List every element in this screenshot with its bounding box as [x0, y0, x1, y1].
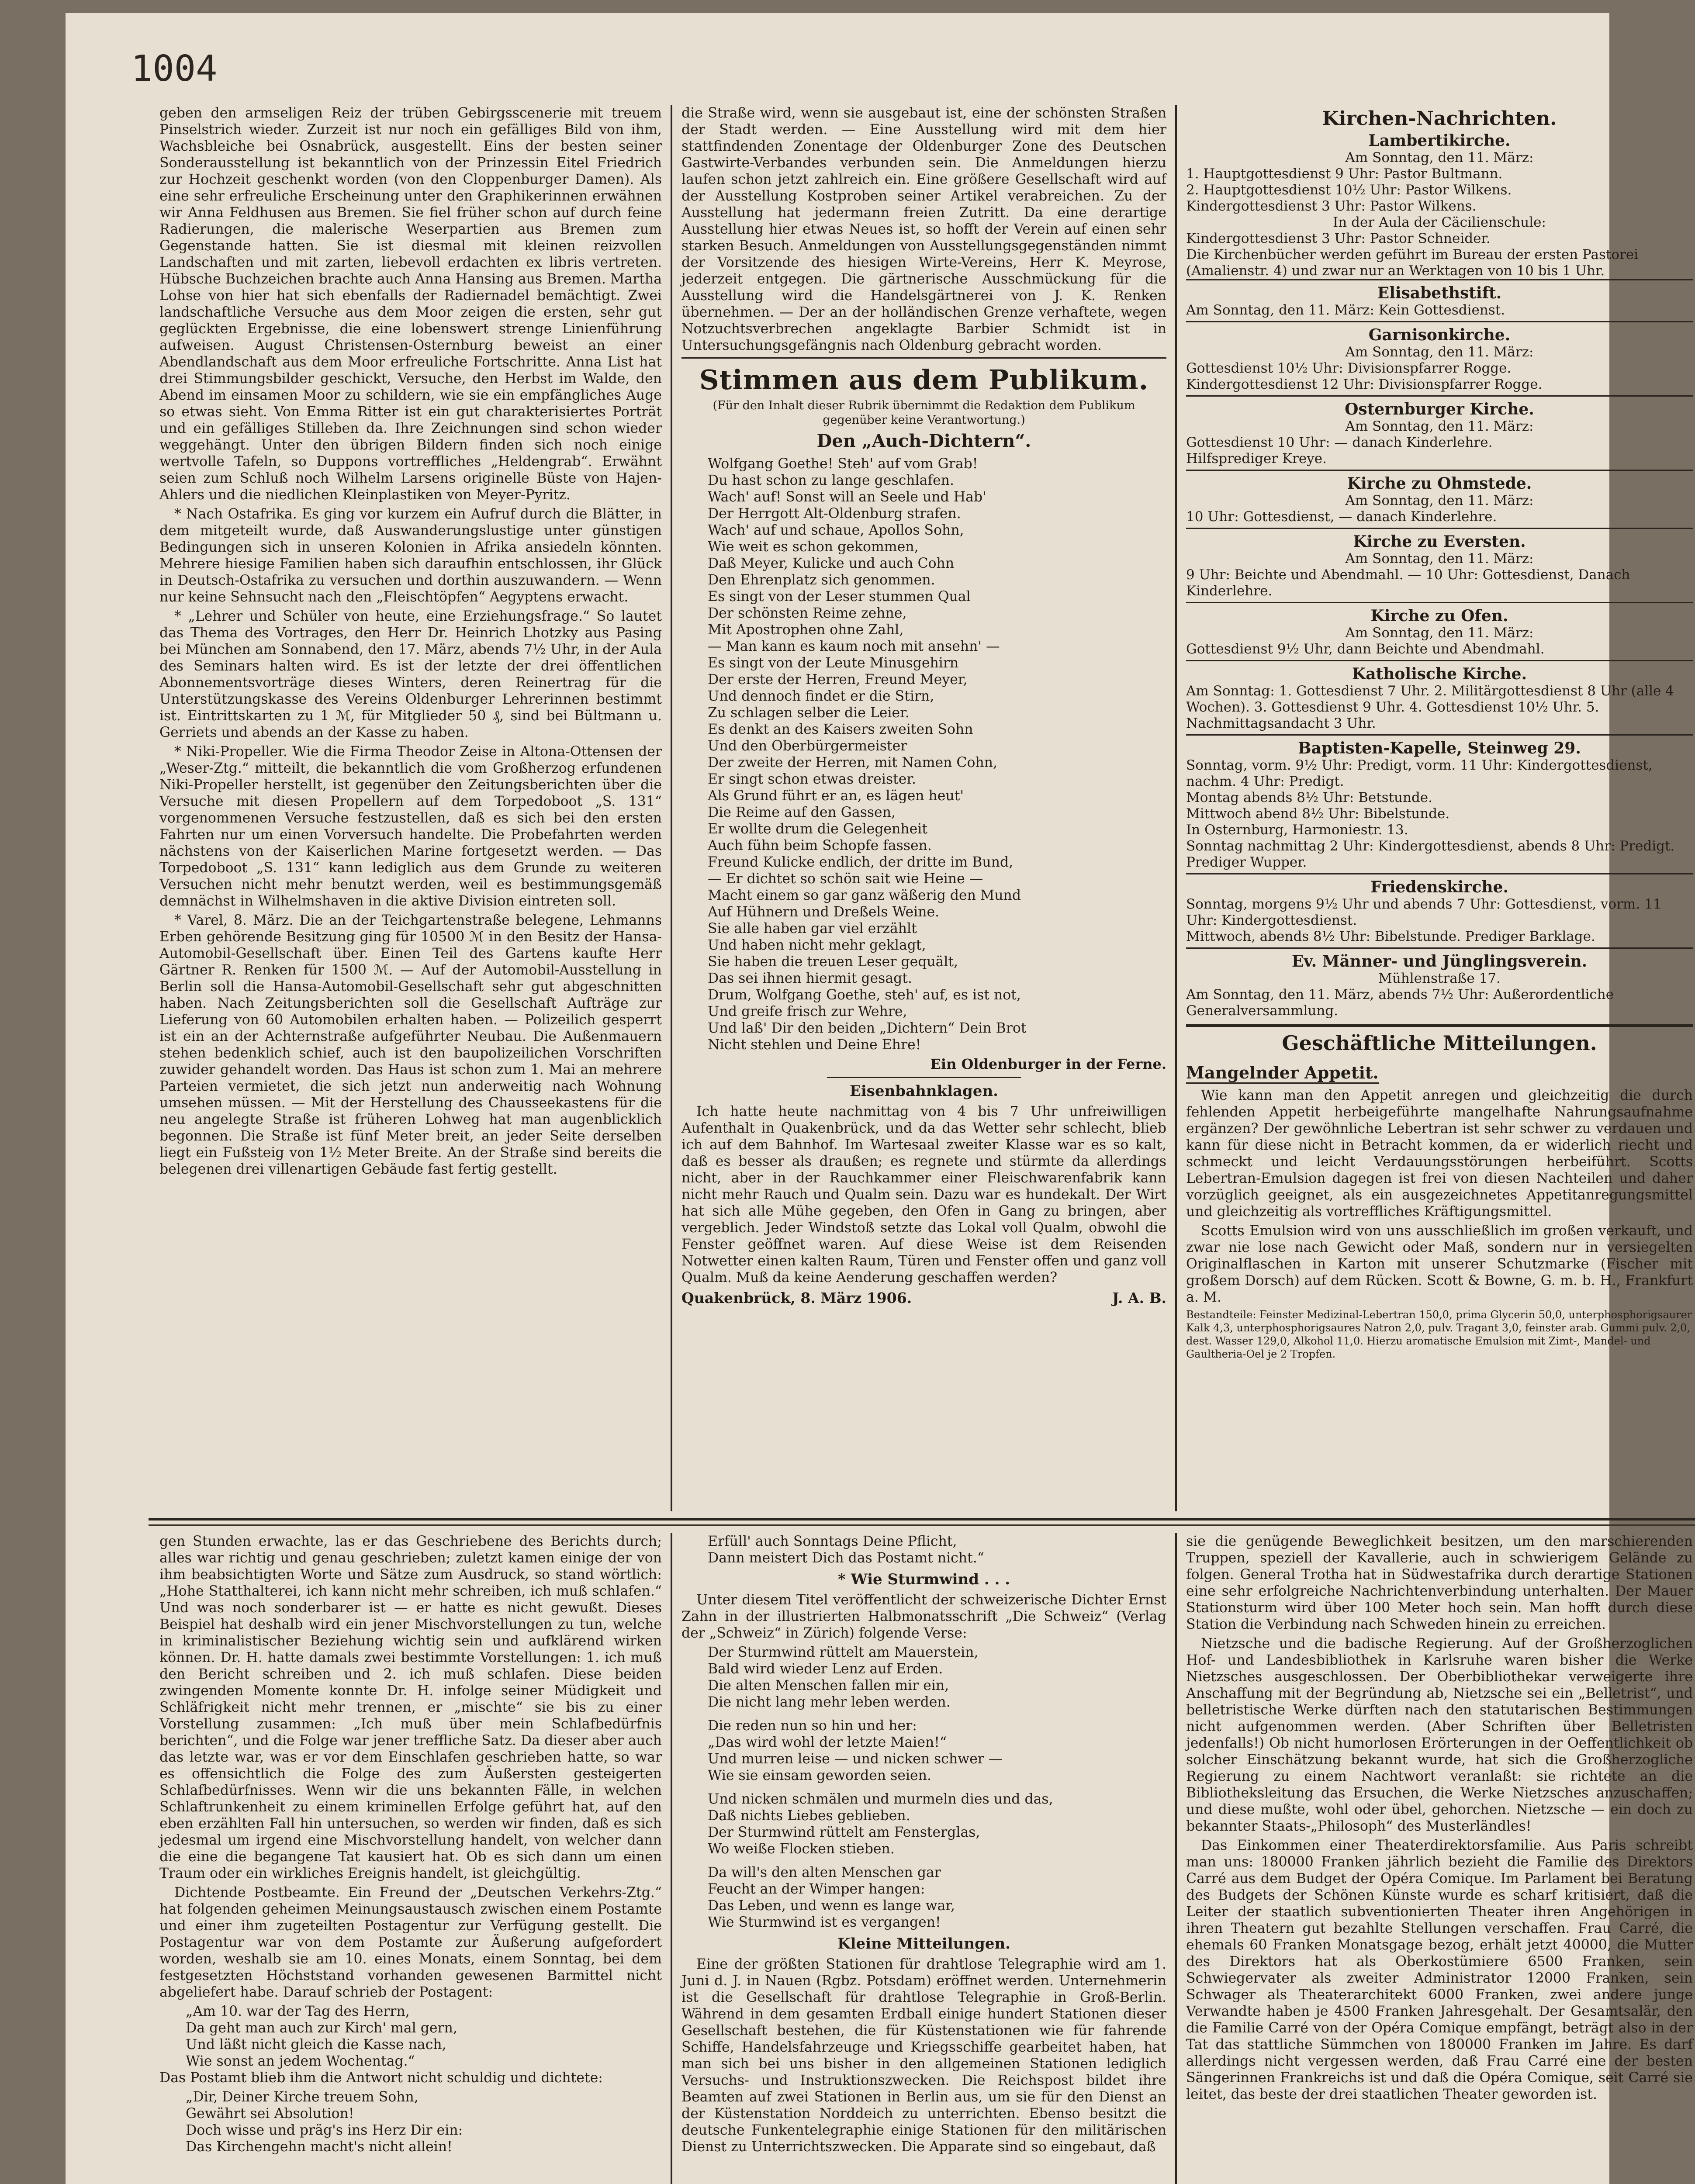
church-box [1186, 279, 1693, 321]
poem-line: Wach' auf! Sonst will an Seele und Hab' [708, 489, 986, 505]
church-line: Gottesdienst 9½ Uhr, dann Beichte und Abendmahl. [1186, 641, 1545, 657]
article-paragraph: Unter diesem Titel veröffentlicht der schweizerische Dichter Ernst Zahn in der illustrierten Halbmonatsschrift „Die Schweiz“ (Verlag der „Schweiz“ in Zürich) folgende Verse: [681, 1592, 1166, 1641]
column-1 [159, 105, 662, 1511]
poem-line: Wie Sturmwind ist es vergangen! [708, 1914, 941, 1930]
poem-line: Daß Meyer, Kulicke und auch Cohn [708, 556, 955, 571]
church-line: Am Sonntag, den 11. März: Kein Gottesdienst. [1186, 302, 1505, 318]
poem [708, 1644, 1166, 1931]
article-paragraph: * Nach Ostafrika. Es ging vor kurzem ein Aufruf durch die Blätter, in dem mitgeteilt wurde, daß Auswanderungslustige unter günstigen Bedingungen sich in unseren Kolonien in Afrika ansiedeln könnten. Mehrere hiesige Familien haben sich daraufhin entschlossen, ihr Glück in Deutsch-Ostafrika zu versuchen und dorthin auszuwandern. — Wenn nur keine Sehnsucht nach den „Fleischtöpfen“ Aegyptens erwacht. [159, 506, 662, 605]
poem-line: Daß nichts Liebes geblieben. [708, 1808, 910, 1824]
church-title: Baptisten-Kapelle, Steinweg 29. [1298, 739, 1581, 757]
article-paragraph: Das Postamt blieb ihm die Antwort nicht schuldig und dichtete: [159, 2070, 603, 2086]
poem-line: Drum, Wolfgang Goethe, steh' auf, es ist not, [708, 987, 1021, 1003]
church-box [1186, 528, 1693, 602]
poem-signature: Ein Oldenburger in der Ferne. [930, 1056, 1166, 1072]
column-rule-1 [671, 105, 672, 1511]
newspaper-page [66, 13, 1693, 2184]
church-line: Mühlenstraße 17. [1378, 971, 1501, 986]
poem-line: Der Herrgott Alt-Oldenburg strafen. [708, 506, 961, 522]
poem-line [708, 1784, 1166, 1791]
church-title: Elisabethstift. [1377, 284, 1502, 302]
verse-line: Erfüll' auch Sonntags Deine Pflicht, [708, 1534, 957, 1549]
church-line: Am Sonntag, den 11. März: [1345, 344, 1534, 360]
section-title-stimmen: Stimmen aus dem Publikum. [699, 364, 1149, 396]
verse-line: Doch wisse und präg's ins Herz Dir ein: [186, 2122, 463, 2138]
verse-line: Wie sonst an jedem Wochentag.“ [186, 2053, 415, 2069]
poem-line: Wolfgang Goethe! Steh' auf vom Grab! [708, 456, 978, 472]
church-line: Am Sonntag, den 11. März: [1345, 625, 1534, 641]
church-box [1186, 395, 1693, 470]
church-box [1186, 660, 1693, 734]
poem-line: Mit Apostrophen ohne Zahl, [708, 622, 904, 638]
poem-line: „Das wird wohl der letzte Maien!“ [708, 1735, 947, 1750]
article-title: * Wie Sturmwind . . . [837, 1571, 1010, 1588]
rule [1186, 1024, 1693, 1027]
church-title: Ev. Männer- und Jünglingsverein. [1291, 952, 1588, 971]
poem-line: Er wollte drum die Gelegenheit [708, 821, 928, 837]
poem-line: Und dennoch findet er die Stirn, [708, 688, 934, 704]
church-box [1186, 470, 1693, 528]
poem-line: Der zweite der Herren, mit Namen Cohn, [708, 755, 998, 771]
poem-line: Und laß' Dir den beiden „Dichtern“ Dein Brot [708, 1020, 1027, 1036]
poem-line: Und haben nicht mehr geklagt, [708, 937, 926, 953]
church-line: Montag abends 8½ Uhr: Betstunde. [1186, 790, 1433, 805]
poem-line: Der Sturmwind rüttelt am Mauerstein, [708, 1645, 979, 1660]
article-paragraph: Nietzsche und die badische Regierung. Auf der Großherzoglichen Hof- und Landesbibliothek in Karlsruhe waren bisher die Werke Nietzsches ausgeschlossen. Der Oberbibliothekar verweigerte ihre Anschaffung mit der Begründung ab, Nietzsche sei ein „Belletrist“, und belletristische Werke dürften nach den statutarischen Bestimmungen nicht aufgenommen werden. (Aber Schriften über Belletristen jedenfalls!) Ob nicht humorlosen Erörterungen in der Oeffentlichkeit ob solcher Einschätzung bekannt wurde, hat sich die Großherzogliche Regierung zu einem Nachtwort veranlaßt: sie richtete an die Bibliotheksleitung das Ersuchen, die Werke Nietzsches anzuschaffen; und diese mußte, wohl oder übel, gehorchen. Nietzsche — ein doch zu bekannter Staats-„Philosoph“ des Musterländles! [1186, 1636, 1693, 1834]
church-line: Kindergottesdienst 3 Uhr: Pastor Wilkens. [1186, 198, 1477, 214]
church-line: Am Sonntag, den 11. März: [1345, 150, 1534, 166]
verse-line: „Am 10. war der Tag des Herrn, [186, 2004, 410, 2019]
poem-line: Er singt schon etwas dreister. [708, 771, 917, 787]
church-line: Gottesdienst 10½ Uhr: Divisionspfarrer Rogge. [1186, 360, 1512, 376]
church-line: Gottesdienst 10 Uhr: — danach Kinderlehre. [1186, 435, 1493, 450]
column-rule-2 [1175, 105, 1177, 1511]
poem-line: — Er dichtet so schön sait wie Heine — [708, 871, 983, 887]
section-divider [149, 1518, 1695, 1521]
church-line: Die Kirchenbücher werden geführt im Bureau der ersten Pastorei (Amalienstr. 4) und zwar nur an Werktagen von 10 bis 1 Uhr. [1186, 247, 1639, 279]
church-line: Am Sonntag, den 11. März: [1345, 551, 1534, 567]
poem-line: Freund Kulicke endlich, der dritte im Bund, [708, 854, 1014, 870]
verse-line: Und läßt nicht gleich die Kasse nach, [186, 2037, 446, 2053]
poem-line: Der Sturmwind rüttelt am Fensterglas, [708, 1825, 980, 1840]
verse [186, 2089, 662, 2155]
church-box [1186, 873, 1693, 947]
poem-line: Die Reime auf den Gassen, [708, 805, 896, 820]
poem-line: Auf Hühnern und Dreßels Weine. [708, 904, 940, 920]
poem-line: Wach' auf und schaue, Apollos Sohn, [708, 522, 964, 538]
church-box [1186, 602, 1693, 660]
article-paragraph: gen Stunden erwachte, las er das Geschriebene des Berichts durch; alles war richtig und genau geschrieben; zuletzt kamen einige der von ihm beabsichtigten Worte und Sätze zum Ausdruck, so stand wörtlich: „Hohe Statthalterei, ich kann nicht mehr schreiben, ich muß schlafen.“ Und was noch sonderbarer ist — er hatte es nicht gewußt. Dieses Beispiel hat deshalb wird ein jener Mischvorstellungen zu tun, welche in kriminalistischer Beziehung wichtig sein und aufklärend wirken können. Dr. H. hatte damals zwei bestimmte Vorstellungen: 1. ich muß den Bericht schreiben und 2. ich muß schlafen. Diese beiden zwingenden Momente konnte Dr. H. infolge seiner Müdigkeit und Schläfrigkeit nicht mehr trennen, er „mischte“ sie bis zu einer Vorstellung zusammen: „Ich muß über mein Schlafbedürfnis berichten“, und die Folge war jener treffliche Satz. Da dieser aber auch das letzte war, was er vor dem Einschlafen geschrieben hatte, so war es offensichtlich die Folge des zum Äußersten gesteigerten Schlafbedürfnisses. Wenn wir die uns bekannten Fälle, in welchen Schlaftrunkenheit zu einem kriminellen Erfolge geführt hat, auf den eben erzählten Fall hin untersuchen, so werden wir finden, daß es sich jedesmal um irgend eine Mischvorstellung handelt, von welcher dann die eine die begangene Tat kausiert hat. Ob es sich dann um einen Traum oder ein wirkliches Ereignis handelt, ist gleichgültig. [159, 1534, 662, 1881]
poem-line: Wo weiße Flocken stieben. [708, 1841, 895, 1857]
church-line: Kindergottesdienst 3 Uhr: Pastor Schneider. [1186, 231, 1491, 246]
church-line: Am Sonntag: 1. Gottesdienst 7 Uhr. 2. Militärgottesdienst 8 Uhr (alle 4 Wochen). 3. Gottesdienst 9 Uhr. 4. Gottesdienst 10½ Uhr. 5. Nachmittagsandacht 3 Uhr. [1186, 683, 1674, 731]
article-title: Mangelnder Appetit. [1186, 1063, 1379, 1084]
article-paragraph: * „Lehrer und Schüler von heute, eine Erziehungsfrage.“ So lautet das Thema des Vortrages, den Herr Dr. Heinrich Lhotzky aus Pasing bei München am Sonnabend, den 17. März, abends 7½ Uhr, in der Aula des Seminars halten wird. Es ist der letzte der drei öffentlichen Abonnementsvorträge dieses Winters, deren Reinertrag für die Unterstützungskasse des Vereins Oldenburger Lehrerinnen bestimmt ist. Eintrittskarten zu 1 ℳ, für Mitglieder 50 ₰, sind bei Bültmann u. Gerriets und abends an der Kasse zu haben. [159, 608, 662, 740]
church-line: Sonntag nachmittag 2 Uhr: Kindergottesdienst, abends 8 Uhr: Predigt. Prediger Wupper. [1186, 838, 1675, 870]
church-line: In der Aula der Cäcilienschule: [1333, 214, 1546, 230]
bottom-column-2 [681, 1533, 1166, 2184]
bottom-column-rule-1 [671, 1533, 672, 2184]
church-box [1186, 321, 1693, 395]
poem-line: Es singt von der Leser stummen Qual [708, 589, 971, 605]
church-line: Hilfsprediger Kreye. [1186, 451, 1327, 467]
poem-line: — Man kann es kaum noch mit ansehn' — [708, 639, 1000, 654]
church-line: Am Sonntag, den 11. März: [1345, 418, 1534, 434]
bottom-column-rule-2 [1175, 1533, 1177, 2184]
poem-line: Es singt von der Leute Minusgehirn [708, 655, 959, 671]
poem-line: Den Ehrenplatz sich genommen. [708, 572, 935, 588]
section-title-kirchen: Kirchen-Nachrichten. [1322, 107, 1557, 130]
article-paragraph: * Varel, 8. März. Die an der Teichgartenstraße belegene, Lehmanns Erben gehörende Besitzung ging für 10500 ℳ in den Besitz der Hansa-Automobil-Gesellschaft über. Einen Teil des Gartens kaufte Herr Gärtner R. Renken für 1500 ℳ. — Auf der Automobil-Ausstellung in Berlin soll die Hansa-Automobil-Gesellschaft sehr gut abgeschnitten haben. Nach Zeitungsberichten soll die Gesellschaft Aufträge zur Lieferung von 60 Automobilen erhalten haben. — Polizeilich gesperrt ist ein an der Achternstraße aufgeführter Neubau. Die Außenmauern stehen bedenklich schief, auch ist den baupolizeilichen Vorschriften zuwider gehandelt worden. Das Haus ist schon zum 1. Mai an mehrere Parteien vermietet, die sich jetzt nun anderweitig nach Wohnung umsehen müssen. — Mit der Herstellung des Chausseekastens für die neu angelegte Straße ist früheren Lohweg hat man augenblicklich begonnen. Die Straße ist fünf Meter breit, an jeder Seite derselben liegt ein Fußsteig von 1½ Meter Breite. An der Straße sind bereits die belegenen drei villenartigen Gebäude fast fertig gestellt. [159, 912, 662, 1177]
poem-line: Bald wird wieder Lenz auf Erden. [708, 1661, 943, 1677]
dateline [681, 1289, 1166, 1306]
church-line: 1. Hauptgottesdienst 9 Uhr: Pastor Bultmann. [1186, 166, 1503, 182]
poem-line: Auch fühn beim Schopfe fassen. [708, 838, 932, 854]
page-number: 1004 [131, 48, 218, 90]
poem-line: Zu schlagen selber die Leier. [708, 705, 910, 721]
poem-line: Die reden nun so hin und her: [708, 1718, 917, 1734]
poem-line: Und nicken schmälen und murmeln dies und das, [708, 1791, 1053, 1807]
poem-line: Nicht stehlen und Deine Ehre! [708, 1037, 921, 1053]
article-paragraph: * Niki-Propeller. Wie die Firma Theodor Zeise in Altona-Ottensen der „Weser-Ztg.“ mitteilt, die bekanntlich die vom Großherzog erfundenen Niki-Propeller herstellt, ist gegenüber den Zeitungsberichten über die Versuche mit diesen Propellern auf dem Torpedoboot „S. 131“ vorgenommenen Versuche festzustellen, daß es sich bei den ersten Fahrten nur um einen Vorversuch handelte. Die Probefahrten werden nächstens von der Kaiserlichen Marine fortgesetzt werden. — Das Torpedoboot „S. 131“ kann lediglich aus dem Grunde zu weiteren Versuchen nicht mehr benutzt werden, weil es bestimmungsgemäß demnächst in Wilhelmshaven in die aktive Division eintreten soll. [159, 744, 662, 909]
poem-line: Feucht an der Wimper hangen: [708, 1881, 925, 1897]
church-title: Friedenskirche. [1370, 878, 1509, 896]
church-line: In Osternburg, Harmoniestr. 13. [1186, 822, 1408, 838]
church-title: Kirche zu Eversten. [1353, 532, 1526, 551]
article-paragraph: Ich hatte heute nachmittag von 4 bis 7 Uhr unfreiwilligen Aufenthalt in Quakenbrück, und da das Wetter sehr schlecht, blieb ich auf dem Bahnhof. Im Wartesaal zweiter Klasse war es so kalt, daß es besser als draußen; es regnete und stürmte da allerdings nicht, aber in der Rauchkammer einer Fleischwarenfabrik kann nicht mehr Rauch und Qualm sein. Dazu war es hundekalt. Der Wirt hat sich alle Mühe gegeben, den Ofen in Gang zu bringen, aber vergeblich. Jeder Windstoß setzte das Lokal voll Qualm, obwohl die Fenster geöffnet waren. Auf diese Weise ist dem Reisenden Notwetter einen kalten Raum, Türen und Fenster offen und ganz voll Qualm. Muß da keine Aenderung geschaffen werden? [681, 1104, 1166, 1286]
article-title: Eisenbahnklagen. [849, 1082, 999, 1100]
verse-line: Dann meistert Dich das Postamt nicht.“ [708, 1550, 984, 1566]
article-paragraph: Eine der größten Stationen für drahtlose Telegraphie wird am 1. Juni d. J. in Nauen (Rgbz. Potsdam) eröffnet werden. Unternehmerin ist die Gesellschaft für drahtlose Telegraphie in Groß-Berlin. Während in dem gesamten Erdball einige hundert Stationen dieser Gesellschaft bestehen, die für Küstenstationen wie für fahrende Schiffe, Handelsfahrzeuge und Kriegsschiffe gearbeitet haben, hat man sich bei uns bisher in den allgemeinen Stationen lediglich Versuchs- und Instruktionszwecken. Die Reichspost bildet ihre Beamten auf zwei Stationen in Berlin aus, um sie für den Dienst an der Küstenstation Norddeich zu unterrichten. Ebenso besitzt die deutsche Funkentelegraphie einige Stationen für den militärischen Dienst zu Unterrichtszwecken. Die Apparate sind so eingebaut, daß [681, 1956, 1166, 2155]
poem-line: Macht einem so gar ganz wäßerig den Mund [708, 888, 1021, 903]
bottom-column-3 [1186, 1533, 1693, 2184]
poem-title: Den „Auch-Dichtern“. [816, 431, 1031, 451]
poem-line: Wie weit es schon gekommen, [708, 539, 919, 555]
poem [708, 456, 1166, 1053]
poem-line: Das Leben, und wenn es lange war, [708, 1898, 955, 1914]
church-line: Mittwoch abend 8½ Uhr: Bibelstunde. [1186, 806, 1450, 822]
poem-line: Der erste der Herren, Freund Meyer, [708, 672, 968, 688]
verse-line: „Dir, Deiner Kirche treuem Sohn, [186, 2089, 419, 2105]
article-title: Kleine Mitteilungen. [837, 1935, 1011, 1952]
poem-line: Das sei ihnen hiermit gesagt. [708, 971, 912, 986]
church-title: Garnisonkirche. [1368, 326, 1511, 344]
article-paragraph: Scotts Emulsion wird von uns ausschließlich im großen verkauft, und zwar nie lose nach Gewicht oder Maß, sondern nur in versiegelten Originalflaschen in Karton mit unserer Schutzmarke (Fischer mit großem Dorsch) auf dem Rücken. Scott & Bowne, G. m. b. H., Frankfurt a. M. [1186, 1223, 1693, 1305]
church-line: Kindergottesdienst 12 Uhr: Divisionspfarrer Rogge. [1186, 377, 1543, 392]
church-line: Am Sonntag, den 11. März, abends 7½ Uhr: Außerordentliche Generalversammlung. [1186, 987, 1614, 1019]
poem-line: Sie haben die treuen Leser gequält, [708, 954, 958, 970]
poem-line: Sie alle haben gar viel erzählt [708, 921, 917, 936]
bottom-column-1 [159, 1533, 662, 2184]
poem-line: Die nicht lang mehr leben werden. [708, 1694, 951, 1710]
church-box [1186, 947, 1693, 1022]
article-paragraph: Das Einkommen einer Theaterdirektorsfamilie. Aus Paris schreibt man uns: 180000 Franken jährlich bezieht die Familie des Direktors Carré aus dem Budget der Opéra Comique. Im Parlament bei Beratung des Budgets der Schönen Künste wurde es scharf kritisiert, daß die Leiter der staatlich subventionierten Theater ihren Angehörigen in ihren Theatern gut bezahlte Stellungen verschaffen. Frau Carré, die ehemals 60 Franken Monatsgage bezog, erhält jetzt 40000, die Mutter des Direktors hat als Oberkostümiere 6500 Franken, sein Schwiegervater als zweiter Administrator 12000 Franken, sein Schwager als Theaterarchitekt 6000 Franken, zwei andere junge Verwandte haben je 4500 Franken Jahresgehalt. Der Gesamtsalär, den die Familie Carré von der Opéra Comique empfängt, beträgt also in der Tat das stattliche Sümmchen von 180000 Franken im Jahre. Es darf allerdings nicht vergessen werden, daß Frau Carré eine der besten Sängerinnen Frankreichs ist und daß die Opéra Comique, seit Carré sie leitet, das beste der drei staatlichen Theater geworden ist. [1186, 1838, 1693, 2102]
article-paragraph: die Straße wird, wenn sie ausgebaut ist, eine der schönsten Straßen der Stadt werden. — Eine Ausstellung wird mit dem hier stattfindenden Zonentage der Oldenburger Zone des Deutschen Gastwirte-Verbandes verbunden sein. Die Anmeldungen hierzu laufen schon jetzt zahlreich ein. Eine größere Gesellschaft wird auf der Ausstellung Kostproben seiner Artikel verabreichen. Zu der Ausstellung hat jedermann freien Zutritt. Da eine derartige Ausstellung hier etwas Neues ist, so hofft der Verein auf einen sehr starken Besuch. Anmeldungen von Ausstellungsgegenständen nimmt der Vorsitzende des hiesigen Wirte-Vereins, Herr K. Meyrose, jederzeit entgegen. Die gärtnerische Ausschmückung für die Ausstellung wird die Handelsgärtnerei von J. K. Renken übernehmen. — Der an der holländischen Grenze verhaftete, wegen Notzuchtsverbrechen angeklagte Barbier Schmidt ist in Untersuchungsgefängnis nach Oldenburg gebracht worden. [681, 105, 1166, 353]
church-box [1186, 734, 1693, 873]
church-line: 10 Uhr: Gottesdienst, — danach Kinderlehre. [1186, 509, 1497, 525]
poem-line: Die alten Menschen fallen mir ein, [708, 1678, 949, 1693]
verse [186, 2003, 662, 2070]
article-paragraph: sie die genügende Beweglichkeit besitzen, um den marschierenden Truppen, speziell der Kavallerie, auch in schwierigem Gelände zu folgen. General Trotha hat in Südwestafrika durch derartige Stationen eine sehr erfolgreiche Nachrichtenverbindung unterhalten. Der Mauer Stationsturm wird über 100 Meter hoch sein. Man hofft durch diese Station die Verbindung nach Schweden hinein zu erreichen. [1186, 1534, 1693, 1632]
section-title-geschaeftlich: Geschäftliche Mitteilungen. [1282, 1031, 1597, 1055]
church-line: Sonntag, morgens 9½ Uhr und abends 7 Uhr: Gottesdienst, vorm. 11 Uhr: Kindergottesdienst. [1186, 896, 1662, 928]
rule [827, 1077, 1021, 1078]
article-paragraph: Dichtende Postbeamte. Ein Freund der „Deutschen Verkehrs-Ztg.“ hat folgenden geheimen Meinungsaustausch zwischen einem Postamte und einer ihm zugeteilten Postagentur zur Verfügung gestellt. Die Postagentur war von dem Postamte zur Äußerung aufgefordert worden, weshalb sie am 10. eines Monats, einem Sonntag, bei dem festgesetzten Höchststand vorhanden gewesenen Barmittel nicht abgeliefert habe. Darauf schrieb der Postagent: [159, 1885, 662, 2000]
article-paragraph: geben den armseligen Reiz der trüben Gebirgsscenerie mit treuem Pinselstrich wieder. Zurzeit ist nur noch ein gefälliges Bild von ihm, Wachsbleiche bei Osnabrück, ausgestellt. Eins der besten seiner Sonderausstellung ist bekanntlich von der Prinzessin Eitel Friedrich zur Hochzeit geschenkt worden (von den Cloppenburger Damen). Als eine sehr erfreuliche Erscheinung unter den Graphikerinnen erwähnen wir Anna Feldhusen aus Bremen. Sie fiel früher schon auf durch feine Radierungen, die malerische Weserpartien aus Bremen zum Gegenstande hatten. Sie ist diesmal mit kleinen reizvollen Landschaften und mit zarten, liebevoll erdachten ex libris vertreten. Hübsche Buchzeichen brachte auch Anna Hansing aus Bremen. Martha Lohse von hier hat sich ebenfalls der Radiernadel bemächtigt. Zwei landschaftliche Versuche aus dem Moor zeigen die ersten, sehr gut geglückten Ergebnisse, die eine lobenswert strenge Linienführung aufweisen. August Christensen-Osternburg beweist an einer Abendlandschaft aus dem Moor erfreuliche Fortschritte. Anna List hat drei Stimmungsbilder geschickt, Versuche, den Herbst im Walde, den Abend im einsamen Moor zu schildern, wie sie ein empfängliches Auge so etwas sieht. Von Emma Ritter ist ein gut charakterisiertes Porträt und ein gefälliges Stilleben da. Ihre Zeichnungen sind schon wieder weggehängt. Unter den übrigen Bildern finden sich noch einige wertvolle Tafeln, so Duppons vortreffliches „Heldengrab“. Erwähnt seien zum Schluß noch Wilhelm Larsens originelle Büste von Hajen-Ahlers und die niedlichen Kleinplastiken von Meyer-Pyritz. [159, 105, 662, 503]
church-title: Lambertikirche. [1368, 131, 1511, 150]
church-title: Katholische Kirche. [1352, 665, 1527, 683]
poem-line [708, 1857, 1166, 1864]
column-3 [1186, 105, 1693, 1511]
article-paragraph: Wie kann man den Appetit anregen und gleichzeitig die durch fehlenden Appetit herbeigeführte mangelhafte Nahrungsaufnahme ergänzen? Der gewöhnliche Lebertran ist sehr schwer zu verdauen und kann für diese nicht in Betracht kommen, da er widerlich riecht und schmeckt und leicht Verdauungsstörungen herbeiführt. Scotts Lebertran-Emulsion dagegen ist frei von diesen Nachteilen und daher vorzüglich geeignet, als ein ausgezeichnetes Appetitanregungsmittel und gleichzeitig als vortreffliches Kräftigungsmittel. [1186, 1088, 1693, 1220]
church-line: 9 Uhr: Beichte und Abendmahl. — 10 Uhr: Gottesdienst, Danach Kinderlehre. [1186, 567, 1630, 599]
verse-line: Gewährt sei Absolution! [186, 2106, 354, 2122]
church-line: Am Sonntag, den 11. März: [1345, 493, 1534, 508]
church-line: 2. Hauptgottesdienst 10½ Uhr: Pastor Wilkens. [1186, 182, 1512, 198]
church-line: Sonntag, vorm. 9½ Uhr: Predigt, vorm. 11 Uhr: Kindergottesdienst, nachm. 4 Uhr: Predigt. [1186, 757, 1653, 789]
poem-line: Als Grund führt er an, es lägen heut' [708, 788, 964, 804]
verse-line: Da geht man auch zur Kirch' mal gern, [186, 2020, 457, 2036]
church-title: Osternburger Kirche. [1345, 400, 1534, 418]
dateline-signature: J. A. B. [1112, 1289, 1166, 1306]
church-title: Kirche zu Ohmstede. [1347, 474, 1532, 493]
verse-line: Das Kirchengehn macht's nicht allein! [186, 2139, 453, 2155]
poem-line: Es denkt an des Kaisers zweiten Sohn [708, 722, 973, 737]
poem-line [708, 1711, 1166, 1717]
poem-line: Der schönsten Reime zehne, [708, 605, 907, 621]
church-title: Kirche zu Ofen. [1370, 607, 1508, 625]
section-divider-thin [149, 1524, 1695, 1526]
poem-line: Und murren leise — und nicken schwer — [708, 1751, 1003, 1767]
verse [708, 1533, 1166, 1566]
poem-line: Und greife frisch zur Wehre, [708, 1004, 907, 1019]
poem-line: Du hast schon zu lange geschlafen. [708, 473, 955, 488]
column-2 [681, 105, 1166, 1511]
ingredients: Bestandteile: Feinster Medizinal-Lebertran 150,0, prima Glycerin 50,0, unterphosphorigsaurer Kalk 4,3, unterphosphorigsaures Natron 2,0, pulv. Tragant 3,0, feinster arab. Gummi pulv. 2,0, dest. Wasser 129,0, Alkohol 11,0. Hierzu aromatische Emulsion mit Zimt-, Mandel- und Gaultheria-Oel je 2 Tropfen. [1186, 1309, 1692, 1360]
section-note: (Für den Inhalt dieser Rubrik übernimmt die Redaktion dem Publikum gegenüber keine Verantwortung.) [713, 399, 1135, 427]
church-line: Mittwoch, abends 8½ Uhr: Bibelstunde. Prediger Barklage. [1186, 929, 1595, 944]
dateline-place: Quakenbrück, 8. März 1906. [681, 1289, 912, 1306]
poem-line: Da will's den alten Menschen gar [708, 1865, 941, 1880]
poem-line: Und den Oberbürgermeister [708, 738, 907, 754]
rule [681, 357, 1166, 359]
poem-line: Wie sie einsam geworden seien. [708, 1768, 931, 1783]
